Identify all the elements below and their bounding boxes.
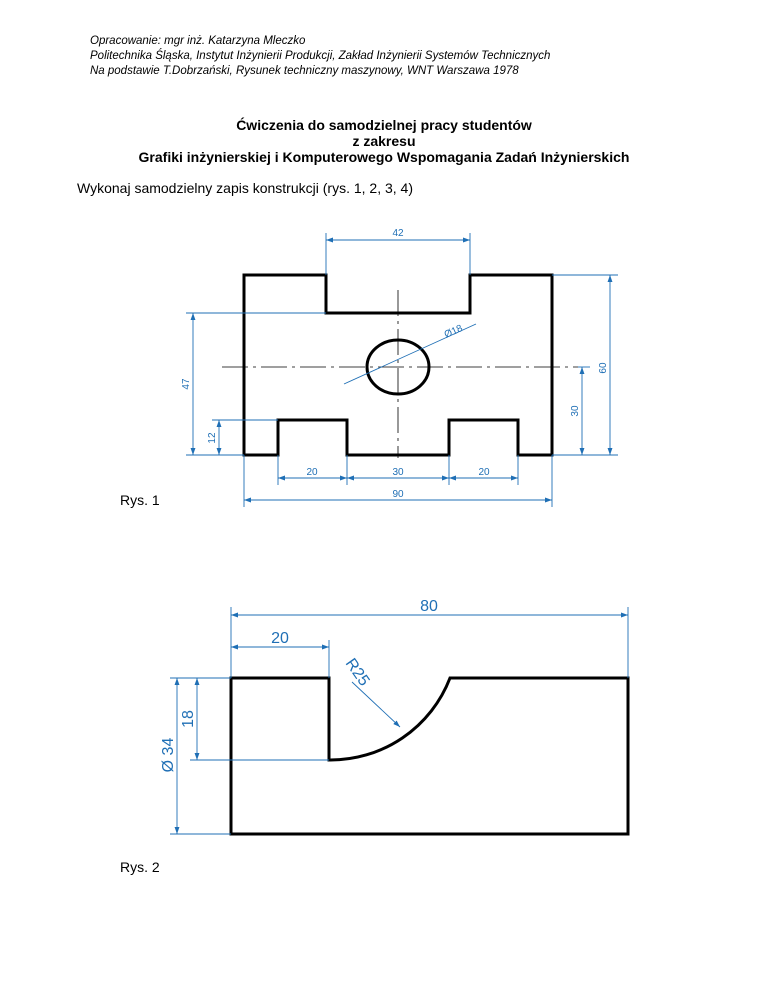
title-line-3: Grafiki inżynierskiej i Komputerowego Wspomagania Zadań Inżynierskich [138, 149, 630, 165]
fig1-dim-47: 47 [181, 378, 192, 390]
fig1-dim-hole: Ø18 [442, 323, 465, 341]
fig1-dim-42: 42 [392, 228, 404, 239]
header-institution: Politechnika Śląska, Instytut Inżynierii Produkcji, Zakład Inżynierii Systemów Technicznych [90, 50, 551, 62]
fig1-dim-20-left: 20 [306, 467, 318, 478]
fig2-dim-80: 80 [420, 598, 438, 615]
fig2-dim-diameter-34: Ø 34 [160, 737, 177, 773]
fig1-dim-12: 12 [207, 432, 218, 444]
fig1-dim-60: 60 [598, 362, 609, 374]
fig2-dim-20: 20 [271, 630, 289, 647]
fig1-dim-30-right: 30 [570, 405, 581, 417]
figure-1 [181, 228, 618, 507]
title-line-1: Ćwiczenia do samodzielnej pracy studentów [236, 117, 532, 133]
instruction-text: Wykonaj samodzielny zapis konstrukcji (rys. 1, 2, 3, 4) [77, 180, 413, 196]
fig2-dim-r25: R25 [341, 655, 373, 690]
header-source: Na podstawie T.Dobrzański, Rysunek techniczny maszynowy, WNT Warszawa 1978 [90, 65, 519, 77]
fig1-dim-30-bottom: 30 [392, 467, 404, 478]
fig2-caption: Rys. 2 [120, 859, 160, 875]
title-line-2: z zakresu [352, 133, 416, 149]
header-author: Opracowanie: mgr inż. Katarzyna Mleczko [90, 35, 306, 47]
fig1-dim-90: 90 [392, 489, 404, 500]
fig1-caption: Rys. 1 [120, 492, 160, 508]
fig2-dimension-lines [170, 607, 628, 834]
fig1-dim-20-right: 20 [478, 467, 490, 478]
fig2-dim-18: 18 [180, 710, 197, 728]
figure-2 [160, 598, 628, 834]
fig2-outline [231, 678, 628, 834]
